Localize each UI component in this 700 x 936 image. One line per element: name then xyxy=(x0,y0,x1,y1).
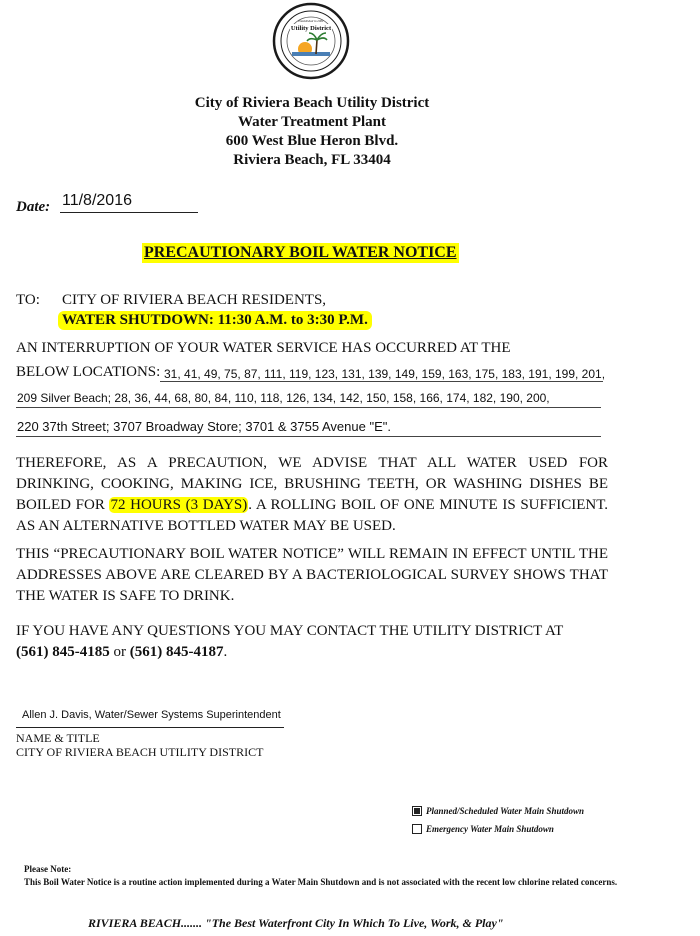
seal-icon xyxy=(272,2,350,80)
contact-end: . xyxy=(223,644,228,660)
planned-shutdown-label: Planned/Scheduled Water Main Shutdown xyxy=(426,806,584,816)
footer-slogan: RIVIERA BEACH....... "The Best Waterfront City In Which To Live, Work, & Play" xyxy=(88,916,504,930)
locations-line-3: 220 37th Street; 3707 Broadway Store; 3701 & 3755 Avenue "E". xyxy=(17,419,391,434)
empty-checkbox-icon xyxy=(412,824,422,834)
emergency-shutdown-option xyxy=(412,824,554,834)
phone-number-1: (561) 845-4185 xyxy=(16,644,110,660)
note-label: Please Note: xyxy=(24,864,72,874)
header-line-2: Water Treatment Plant xyxy=(237,114,387,130)
locations-underline-2 xyxy=(16,407,601,408)
phone-number-2: (561) 845-4187 xyxy=(129,644,224,660)
date-label: Date: xyxy=(16,199,51,215)
to-recipients: CITY OF RIVIERA BEACH RESIDENTS, xyxy=(62,292,327,308)
utility-district-logo xyxy=(272,2,350,80)
boil-duration-highlight: 72 HOURS (3 DAYS) xyxy=(110,497,248,513)
contact-or: or xyxy=(109,644,130,660)
name-title-block xyxy=(16,731,263,759)
header-line-4: Riviera Beach, FL 33404 xyxy=(233,152,391,168)
letterhead xyxy=(0,94,624,170)
contact-text: IF YOU HAVE ANY QUESTIONS YOU MAY CONTACT THE UTILITY DISTRICT AT xyxy=(16,623,564,639)
shutdown-time: WATER SHUTDOWN: 11:30 A.M. to 3:30 P.M. xyxy=(58,311,372,330)
note-text: This Boil Water Notice is a routine action implemented during a Water Main Shutdown and is not associated with the recent low chlorine related concerns. xyxy=(24,877,618,887)
district-label: CITY OF RIVIERA BEACH UTILITY DISTRICT xyxy=(16,745,264,759)
locations-line-2: 209 Silver Beach; 28, 36, 44, 68, 80, 84, 110, 118, 126, 134, 142, 150, 158, 166, 174, 182, 190, 200, xyxy=(17,391,550,405)
locations-underline-3 xyxy=(16,436,601,437)
interruption-line-2: BELOW LOCATIONS: xyxy=(16,364,161,380)
notice-title: PRECAUTIONARY BOIL WATER NOTICE xyxy=(144,244,457,261)
effect-paragraph: THIS “PRECAUTIONARY BOIL WATER NOTICE” WILL REMAIN IN EFFECT UNTIL THE ADDRESSES ABOVE ARE CLEARED BY A BACTERIOLOGICAL SURVEY SHOWS THAT THE WATER IS SAFE TO DRINK. xyxy=(16,546,608,604)
planned-shutdown-option xyxy=(412,806,584,816)
precaution-text-before: THEREFORE, AS A PRECAUTION, WE ADVISE THAT ALL WATER USED FOR DRINKING, COOKING, MAKING ICE, BRUSHING TEETH, OR WASHING DISHES BE BOILED FOR xyxy=(16,455,608,513)
date-underline xyxy=(60,212,198,213)
precaution-text-after: . A ROLLING BOIL OF ONE MINUTE IS SUFFICIENT. AS AN ALTERNATIVE BOTTLED WATER MAY BE USED. xyxy=(16,497,608,534)
interruption-line-1: AN INTERRUPTION OF YOUR WATER SERVICE HAS OCCURRED AT THE xyxy=(16,340,511,356)
checked-checkbox-icon xyxy=(412,806,422,816)
header-line-3: 600 West Blue Heron Blvd. xyxy=(225,133,399,149)
date-value: 11/8/2016 xyxy=(62,192,132,209)
name-title-label: NAME & TITLE xyxy=(16,731,100,745)
to-label: TO: xyxy=(16,292,40,308)
header-line-1: City of Riviera Beach Utility District xyxy=(194,95,430,111)
precaution-paragraph xyxy=(16,453,608,537)
emergency-shutdown-label: Emergency Water Main Shutdown xyxy=(426,824,554,834)
logo-established-text: Established in 2001 xyxy=(298,19,324,23)
locations-underline-1 xyxy=(160,381,603,382)
signature-line xyxy=(16,727,284,728)
locations-line-1: 31, 41, 49, 75, 87, 111, 119, 123, 131, 139, 149, 159, 163, 175, 183, 191, 199, 201, xyxy=(164,367,606,381)
logo-center-text: Utility District xyxy=(290,25,332,32)
signatory-name: Allen J. Davis, Water/Sewer Systems Superintendent xyxy=(22,709,281,721)
contact-paragraph xyxy=(16,621,608,663)
